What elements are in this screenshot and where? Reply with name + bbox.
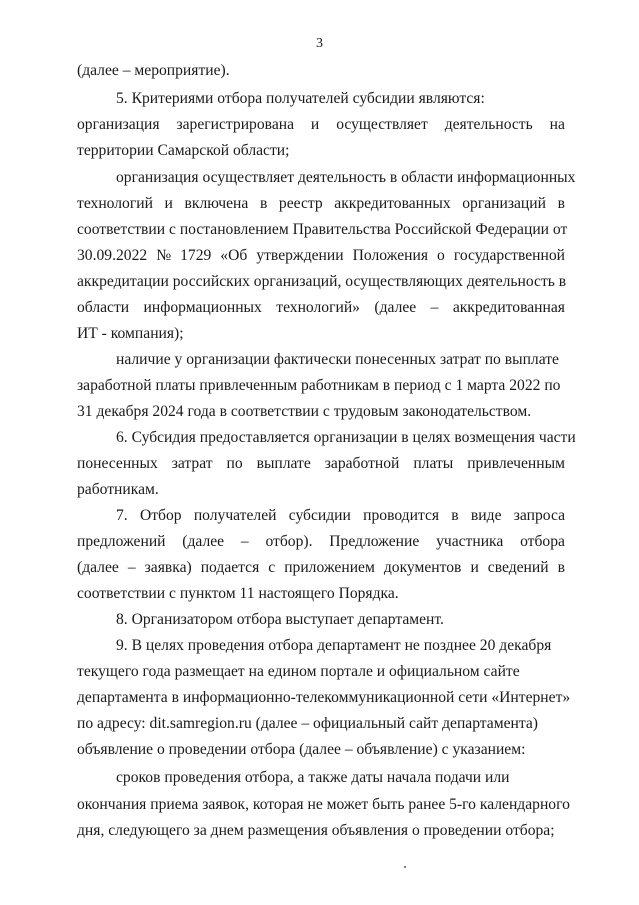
text-word: информационных — [143, 299, 262, 316]
text-word: субсидии — [288, 507, 351, 524]
text-word: платы — [413, 455, 454, 472]
text-line: дня, следующего за днем размещения объявления о проведении отбора; — [77, 822, 555, 839]
text-word: с — [268, 559, 276, 576]
text-word: аккредитованных — [334, 195, 451, 212]
text-word: 7. — [116, 507, 128, 524]
page-number: 3 — [316, 36, 323, 51]
text-word: в — [557, 195, 565, 212]
text-line: работникам. — [77, 481, 159, 498]
text-word: организаций — [462, 195, 546, 212]
text-line: 8. Организатором отбора выступает департамент. — [116, 611, 444, 628]
text-line: заработной платы привлеченным работникам в период с 1 марта 2022 по — [77, 377, 561, 394]
text-word: деятельность — [444, 116, 533, 133]
text-word: отбор). — [265, 533, 313, 550]
text-word: в — [259, 195, 268, 212]
text-word: и — [164, 195, 173, 212]
text-word: документов — [383, 559, 462, 576]
text-line: сроков проведения отбора, а также даты начала подачи или — [116, 769, 510, 786]
text-word: (далее — [374, 299, 417, 316]
text-word: по — [226, 455, 243, 472]
text-line: ИТ - компания); — [77, 325, 184, 342]
text-word: «Об — [220, 247, 248, 264]
text-word: № — [156, 247, 172, 264]
text-word: приложением — [284, 559, 375, 576]
text-word: технологий» — [276, 299, 360, 316]
text-line: аккредитации российских организаций, осуществляющих деятельность в — [77, 273, 567, 290]
text-word: Предложение — [329, 533, 420, 550]
text-word: на — [549, 116, 565, 133]
text-word: государственной — [453, 247, 565, 264]
text-line: соответствии с пунктом 11 настоящего Порядка. — [77, 585, 399, 602]
text-word: в — [557, 559, 565, 576]
text-line: наличие у организации фактически понесенных затрат по выплате — [116, 351, 559, 368]
text-line: 9. В целях проведения отбора департамент не позднее 20 декабря — [116, 637, 552, 654]
text-line: объявление о проведении отбора (далее – объявление) с указанием: — [77, 741, 526, 758]
text-line — [77, 559, 565, 577]
text-word: (далее — [77, 559, 119, 576]
text-line: соответствии с постановлением Правительства Российской Федерации от — [77, 221, 568, 238]
text-line: по адресу: dit.samregion.ru (далее – официальный сайт департамента) — [77, 715, 538, 732]
text-word: о — [437, 247, 445, 264]
text-line — [77, 195, 565, 213]
text-word: – — [127, 559, 136, 576]
text-word: запроса — [513, 507, 565, 524]
text-word: заработной — [324, 455, 400, 472]
text-line: организация осуществляет деятельность в области информационных — [116, 169, 576, 186]
text-word: области — [77, 299, 130, 316]
text-word: и — [470, 559, 479, 576]
text-line — [77, 299, 565, 317]
text-word: 30.09.2022 — [77, 247, 148, 264]
text-line: 31 декабря 2024 года в соответствии с трудовым законодательством. — [77, 403, 532, 420]
text-line: территории Самарской области; — [77, 142, 290, 159]
text-word: подается — [200, 559, 260, 576]
text-word: включена — [184, 195, 249, 212]
text-word: зарегистрирована — [176, 116, 295, 133]
text-word: сведений — [487, 559, 549, 576]
text-word: технологий — [77, 195, 153, 212]
text-line — [77, 116, 565, 134]
text-word: виде — [470, 507, 502, 524]
text-line — [77, 247, 565, 265]
text-word: реестр — [278, 195, 323, 212]
text-line: департамента в информационно-телекоммуникационной сети «Интернет» — [77, 689, 571, 706]
text-word: аккредитованная — [452, 299, 565, 316]
scan-speck — [404, 866, 406, 868]
text-word: отбора — [520, 533, 565, 550]
text-line: 6. Субсидия предоставляется организации в целях возмещения части — [116, 429, 576, 446]
text-word: и — [310, 116, 320, 133]
text-line — [77, 455, 565, 473]
text-word: осуществляет — [336, 116, 428, 133]
text-word: Положения — [352, 247, 428, 264]
text-line — [77, 533, 565, 551]
text-line: текущего года размещает на едином портале и официальном сайте — [77, 663, 520, 680]
text-word: предложений — [77, 533, 166, 550]
text-line: (далее – мероприятие). — [77, 62, 230, 79]
text-word: утверждении — [256, 247, 344, 264]
text-word: участника — [436, 533, 504, 550]
text-word: (далее — [182, 533, 225, 550]
text-word: понесенных — [77, 455, 158, 472]
text-line: окончания приема заявок, которая не может быть ранее 5-го календарного — [77, 796, 570, 813]
text-word: – — [240, 533, 249, 550]
text-word: в — [451, 507, 459, 524]
text-word: получателей — [193, 507, 277, 524]
text-word: – — [430, 299, 439, 316]
text-word: организация — [77, 116, 160, 133]
text-word: заявка) — [144, 559, 192, 576]
text-word: 1729 — [180, 247, 212, 264]
text-line: 5. Критериями отбора получателей субсидии являются: — [116, 90, 485, 107]
text-word: затрат — [171, 455, 213, 472]
text-word: Отбор — [139, 507, 182, 524]
text-word: проводится — [363, 507, 440, 524]
text-line — [116, 507, 565, 525]
text-word: привлеченным — [467, 455, 565, 472]
text-word: выплате — [256, 455, 311, 472]
